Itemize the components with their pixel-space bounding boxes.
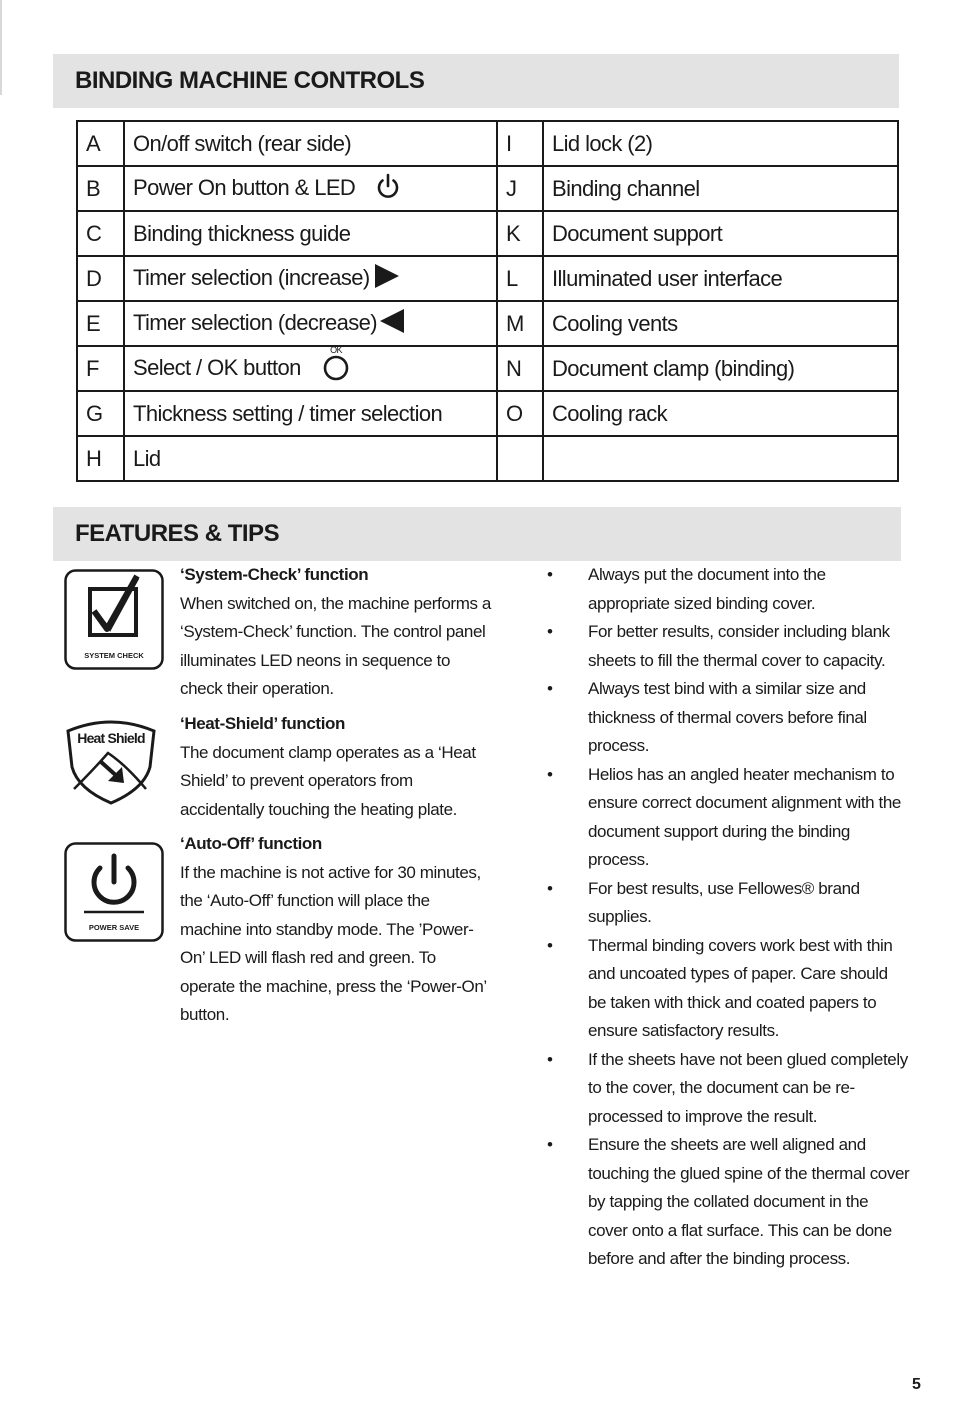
heat-shield-icon-label: Heat Shield	[77, 730, 145, 746]
control-description: Thickness setting / timer selection	[124, 391, 497, 436]
system-check-icon-label: SYSTEM CHECK	[84, 651, 144, 660]
control-description	[543, 436, 898, 481]
feature-system-check	[180, 561, 492, 704]
control-letter: H	[77, 436, 124, 481]
control-letter: J	[497, 166, 543, 211]
controls-section-title: BINDING MACHINE CONTROLS	[75, 67, 425, 94]
control-description: Cooling rack	[543, 391, 898, 436]
feature-title: ‘Auto-Off’ function	[180, 834, 322, 853]
power-save-icon	[64, 842, 164, 947]
table-row	[77, 211, 898, 256]
feature-title: ‘System-Check’ function	[180, 565, 369, 584]
table-row	[77, 256, 898, 301]
control-letter	[497, 436, 543, 481]
tips-list	[540, 561, 910, 1274]
table-row	[77, 166, 898, 211]
list-item: • For best results, use Fellowes® brand supplies.	[540, 875, 910, 932]
list-item: • Ensure the sheets are well aligned and touching the glued spine of the thermal cover by tapping the collated document in the cover onto a flat surface. This can be done before and after the binding process.	[540, 1131, 910, 1274]
power-save-icon-label: POWER SAVE	[88, 923, 140, 932]
control-description: Timer selection (decrease)	[124, 301, 497, 346]
ok-icon-label: OK	[330, 344, 343, 355]
control-description: Binding thickness guide	[124, 211, 497, 256]
table-row	[77, 346, 898, 391]
control-description: Select / OK button OK	[124, 346, 497, 391]
control-letter: N	[497, 346, 543, 391]
page-edge-shadow	[0, 0, 2, 95]
control-description: Lid	[124, 436, 497, 481]
features-section-header	[53, 507, 901, 561]
page-number: 5	[912, 1376, 921, 1393]
control-letter: F	[77, 346, 124, 391]
control-description: Lid lock (2)	[543, 121, 898, 166]
control-letter: I	[497, 121, 543, 166]
control-description: Illuminated user interface	[543, 256, 898, 301]
list-item: • If the sheets have not been glued completely to the cover, the document can be re-processed to improve the result.	[540, 1046, 910, 1132]
feature-title: ‘Heat-Shield’ function	[180, 714, 345, 733]
list-item: • For better results, consider including blank sheets to fill the thermal cover to capacity.	[540, 618, 910, 675]
table-row	[77, 436, 898, 481]
arrow-right-icon	[374, 263, 400, 295]
feature-text: When switched on, the machine performs a ‘System-Check’ function. The control panel illuminates LED neons in sequence to check their operation.	[180, 593, 491, 698]
control-description: Document support	[543, 211, 898, 256]
list-item: • Thermal binding covers work best with thin and uncoated types of paper. Care should be taken with thick and coated papers to ensure satisfactory results.	[540, 932, 910, 1046]
control-letter: E	[77, 301, 124, 346]
list-item: • Always test bind with a similar size and thickness of thermal covers before final process.	[540, 675, 910, 761]
control-letter: G	[77, 391, 124, 436]
control-description: Binding channel	[543, 166, 898, 211]
feature-auto-off	[180, 830, 492, 1030]
control-description: Cooling vents	[543, 301, 898, 346]
table-row	[77, 301, 898, 346]
control-letter: C	[77, 211, 124, 256]
feature-heat-shield	[180, 710, 492, 824]
table-row	[77, 121, 898, 166]
list-item: • Always put the document into the appropriate sized binding cover.	[540, 561, 910, 618]
system-check-icon	[64, 569, 164, 675]
control-letter: L	[497, 256, 543, 301]
ok-button-icon	[320, 345, 352, 387]
control-letter: B	[77, 166, 124, 211]
features-section-title: FEATURES & TIPS	[75, 520, 280, 547]
table-row	[77, 391, 898, 436]
controls-section-header	[53, 54, 899, 108]
control-description: Timer selection (increase)	[124, 256, 497, 301]
control-description: Document clamp (binding)	[543, 346, 898, 391]
power-icon	[375, 172, 401, 206]
arrow-left-icon	[379, 308, 405, 340]
control-description: Power On button & LED	[124, 166, 497, 211]
feature-text: The document clamp operates as a ‘Heat Shield’ to prevent operators from accidentally touching the heating plate.	[180, 742, 476, 819]
heat-shield-icon	[64, 717, 158, 810]
control-letter: D	[77, 256, 124, 301]
control-letter: M	[497, 301, 543, 346]
controls-table	[76, 120, 899, 482]
list-item: • Helios has an angled heater mechanism to ensure correct document alignment with the document support during the binding process.	[540, 761, 910, 875]
control-letter: O	[497, 391, 543, 436]
control-letter: K	[497, 211, 543, 256]
control-description: On/off switch (rear side)	[124, 121, 497, 166]
control-letter: A	[77, 121, 124, 166]
feature-text: If the machine is not active for 30 minutes, the ‘Auto-Off’ function will place the machine into standby mode. The ’Power-On’ LED will flash red and green. To operate the machine, press the ‘Power-On’ button.	[180, 862, 487, 1024]
